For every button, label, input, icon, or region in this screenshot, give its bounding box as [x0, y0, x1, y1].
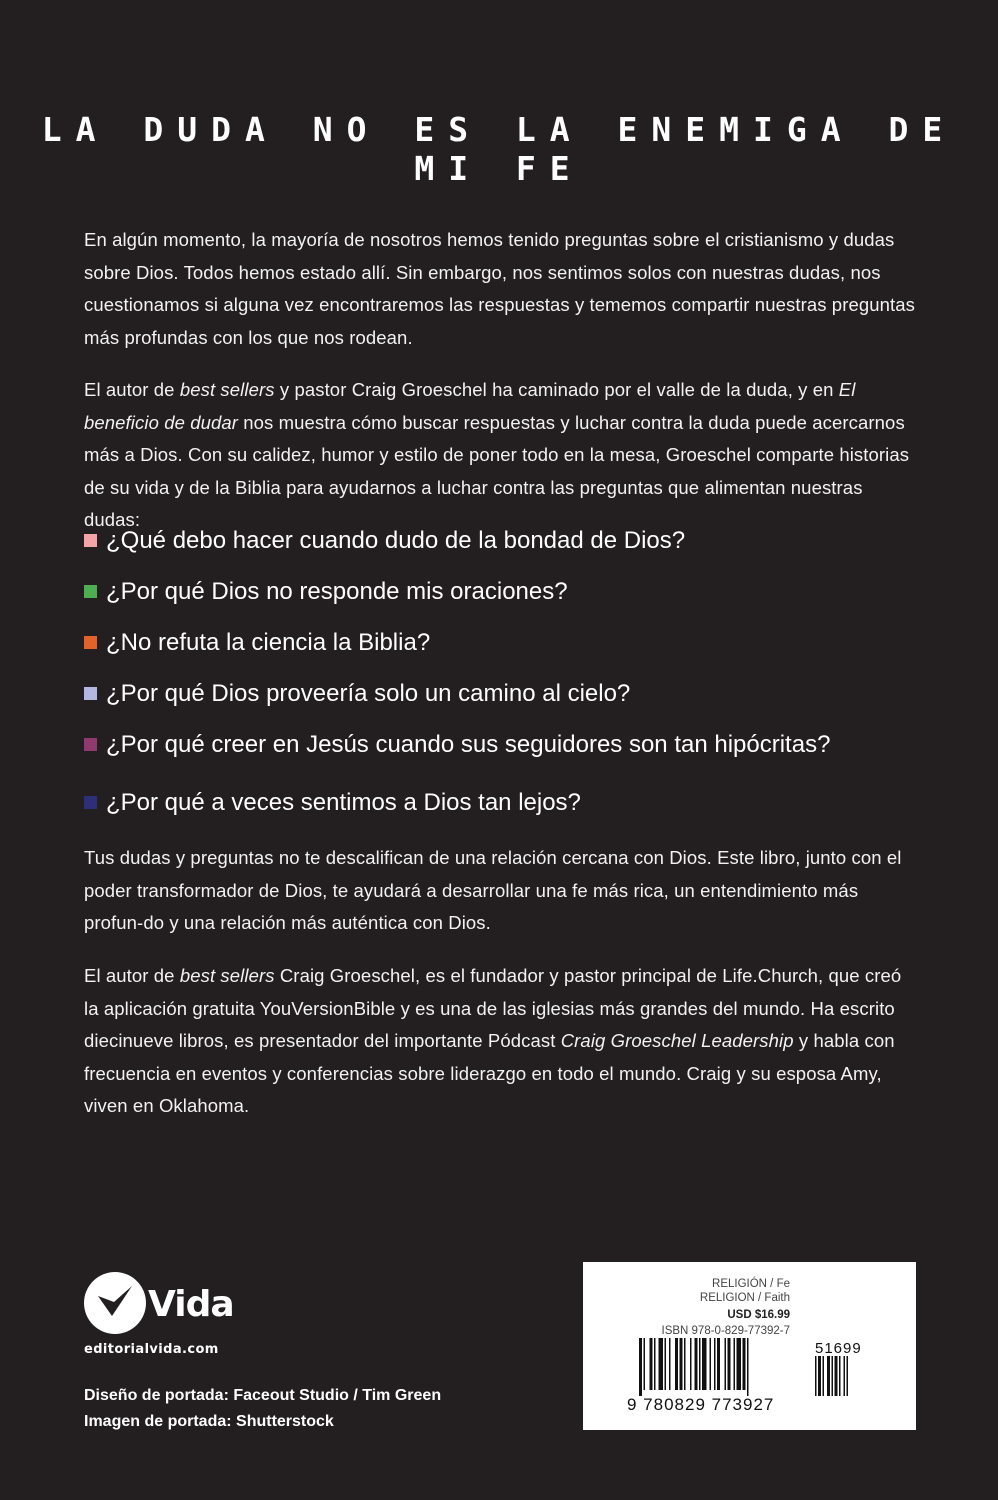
p4-text-c: Craig Groeschel, es el fundador y pastor principal de Life.Church, que creó la aplicación gratuita YouVersionBible y es una de las iglesias más grandes del mundo. Ha escrito diecinueve libros, es presentador del importante Pódcast — [84, 965, 902, 1051]
category-en: RELIGION / Faith — [699, 1292, 790, 1304]
question-item — [84, 526, 924, 556]
author-bio-paragraph — [84, 960, 916, 1123]
encouragement-paragraph: Tus dudas y preguntas no te descalifican de una relación cercana con Dios. Este libro, junto con el poder transformador de Dios, te ayudará a desarrollar una fe más rica, un entendimiento más profun-do y una relación más auténtica con Dios. — [84, 847, 902, 933]
isbn-label: ISBN 978-0-829-77392-7 — [661, 1325, 790, 1337]
question-text: ¿Qué debo hacer cuando dudo de la bondad de Dios? — [106, 527, 686, 554]
p4-text-b: best sellers — [179, 965, 275, 986]
p2-text-c: y pastor Craig Groeschel ha caminado por el valle de la duda, y en — [274, 379, 839, 400]
credit-line: Imagen de portada: Shutterstock — [84, 1413, 334, 1430]
square-bullet-icon — [84, 534, 97, 547]
publisher-name: Vida — [148, 1284, 234, 1325]
question-item — [84, 679, 924, 709]
cover-credits — [84, 1383, 441, 1435]
square-bullet-icon — [84, 796, 97, 809]
barcode-addon-number: 51699 — [815, 1340, 862, 1357]
author-intro-paragraph — [84, 374, 916, 537]
question-text: ¿No refuta la ciencia la Biblia? — [106, 629, 431, 656]
publisher-url: editorialvida.com — [84, 1342, 219, 1357]
question-text: ¿Por qué Dios proveería solo un camino al cielo? — [106, 680, 631, 707]
question-item — [84, 788, 924, 818]
question-item — [84, 730, 924, 760]
question-text: ¿Por qué Dios no responde mis oraciones? — [106, 578, 568, 605]
intro-paragraph: En algún momento, la mayoría de nosotros hemos tenido preguntas sobre el cristianismo y dudas sobre Dios. Todos hemos estado allí. Sin embargo, nos sentimos solos con nuestras dudas, nos cuestionamos si alguna vez encontraremos las respuestas y tememos compartir nuestras preguntas más profundas con los que nos rodean. — [84, 229, 915, 348]
barcode-panel — [583, 1262, 916, 1430]
barcode-digits: 9 780829 773927 — [627, 1395, 775, 1414]
vida-logo-icon — [84, 1272, 146, 1334]
square-bullet-icon — [84, 738, 97, 751]
p2-text-b: best sellers — [179, 379, 275, 400]
back-cover-title: LA DUDA NO ES LA ENEMIGA DE MI FE — [41, 110, 957, 188]
p4-text-a: El autor de — [84, 965, 180, 986]
category-es: RELIGIÓN / Fe — [712, 1278, 790, 1290]
question-text: ¿Por qué creer en Jesús cuando sus seguidores son tan hipócritas? — [106, 731, 831, 758]
square-bullet-icon — [84, 687, 97, 700]
question-item — [84, 628, 924, 658]
price-label: USD $16.99 — [727, 1309, 790, 1321]
square-bullet-icon — [84, 585, 97, 598]
podcast-title-inline: Craig Groeschel Leadership — [560, 1030, 794, 1051]
p2-text-a: El autor de — [84, 379, 180, 400]
p2-text-e: nos muestra cómo buscar respuestas y luchar contra la duda puede acercarnos más a Dios. Con su calidez, humor y estilo de poner todo en la mesa, Groeschel comparte historias de su vida y de la Biblia para ayudarnos a luchar contra las preguntas que alimentan nuestras dudas: — [84, 411, 910, 530]
question-item — [84, 577, 924, 607]
book-title-inline: El beneficio de dudar — [84, 379, 856, 433]
p4-text-e: y habla con frecuencia en eventos y conferencias sobre liderazgo en todo el mundo. Craig y su esposa Amy, viven en Oklahoma. — [84, 1030, 895, 1116]
square-bullet-icon — [84, 636, 97, 649]
question-text: ¿Por qué a veces sentimos a Dios tan lejos? — [106, 789, 581, 816]
credit-line: Diseño de portada: Faceout Studio / Tim Green — [84, 1387, 442, 1404]
